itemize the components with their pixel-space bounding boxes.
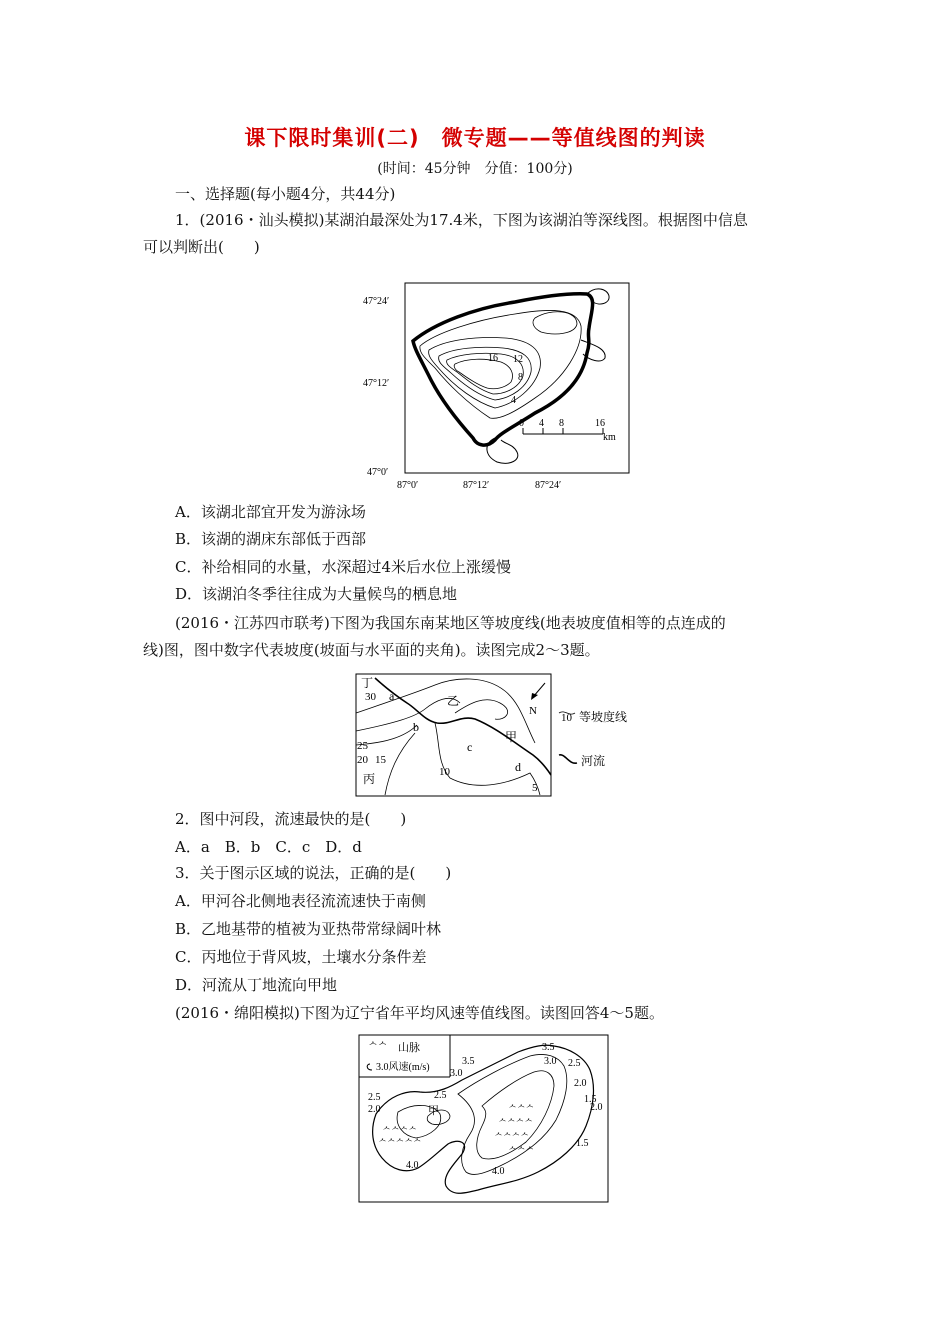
wind-value: 1.5 [576,1138,589,1149]
mountain-symbol: ᄉᄉᄉᄉ [498,1118,533,1128]
lat-label: 47°12′ [363,378,390,389]
wind-value: 4.0 [492,1166,505,1177]
slope-value: 20 [357,754,368,766]
wind-value: 1.5 [584,1094,597,1105]
q1-stem-line1: 1．(2016・汕头模拟)某湖泊最深处为17.4米，下图为该湖泊等深线图。根据图中信息 [175,211,748,229]
slope-contour-map [355,673,665,799]
wind-value: 2.0 [590,1102,603,1113]
place-label: 丁 [361,676,374,690]
q1-stem-line2: 可以判断出( ) [143,238,260,256]
q1-option: C．补给相同的水量，水深超过4米后水位上涨缓慢 [175,558,512,576]
map-frame [405,283,629,473]
contour-label: 12 [513,354,523,365]
mountain-symbol: ᄉᄉᄉ [508,1146,535,1156]
legend-river-label: 河流 [581,754,606,768]
q2-options: A．a B．b C．c D．d [175,838,362,856]
legend-river-swatch [559,755,577,763]
slope-value: 5 [532,782,538,794]
wind-value: 3.5 [462,1056,475,1067]
place-label: 甲 [505,730,518,744]
slope-value: 10 [439,766,450,778]
contour-label: 16 [488,353,498,364]
map-frame [356,674,551,796]
wind-value: 4.0 [406,1160,419,1171]
q1-option: A．该湖北部宜开发为游泳场 [175,503,366,521]
lon-label: 87°24′ [535,480,562,491]
scale-unit: km [603,432,616,443]
q3-option: A．甲河谷北侧地表径流流速快于南侧 [175,892,426,910]
mountain-symbol: ᄉᄉ [368,1042,388,1053]
lat-label: 47°0′ [367,467,389,478]
slope-contour [385,733,415,795]
slope-value: 25 [357,740,368,752]
mountain-symbol: ᄉᄉᄉ [508,1104,535,1114]
mountain-symbol: ᄉᄉᄉᄉ [382,1126,417,1136]
mountain-symbol: ᄉᄉᄉᄉ [494,1132,529,1142]
q2-3-intro-line2: 线)图，图中数字代表坡度(坡面与水平面的夹角)。读图完成2～3题。 [143,641,600,659]
legend-contour-label: 等坡度线 [579,710,628,724]
wind-value: 3.0 [544,1056,557,1067]
lake-depth-map [355,278,635,493]
contour-label: 4 [511,395,516,406]
wind-value: 2.5 [368,1092,381,1103]
segment-label: d [515,760,521,774]
wind-value: 2.5 [434,1090,447,1101]
section-heading: 一、选择题(每小题4分，共44分) [175,185,396,203]
slope-value: 30 [365,691,376,703]
q3-option: C．丙地位于背风坡，土壤水分条件差 [175,948,427,966]
scale-tick: 0 [519,418,524,429]
wind-value: 3.5 [542,1042,555,1053]
q3-option: D．河流从丁地流向甲地 [175,976,338,994]
wind-value: 2.5 [568,1058,581,1069]
segment-label: a [389,689,395,703]
place-label: 丙 [363,772,376,786]
q2-stem: 2．图中河段，流速最快的是( ) [175,810,407,828]
mountain-symbol: ᄉᄉᄉᄉᄉ [378,1138,422,1148]
contour-label: 8 [518,372,523,383]
legend-speed-swatch [367,1064,372,1070]
legend-mountain: 山脉 [398,1042,420,1054]
segment-label: b [413,720,419,734]
wind-value: 2.0 [368,1104,381,1115]
q3-stem: 3．关于图示区域的说法，正确的是( ) [175,864,452,882]
q1-option: D．该湖泊冬季往往成为大量候鸟的栖息地 [175,585,458,603]
slope-value: 15 [375,754,386,766]
page-title: 课下限时集训(二) 微专题——等值线图的判读 [244,126,706,150]
lon-label: 87°12′ [463,480,490,491]
place-label: 乙 [447,694,460,708]
q3-option: B．乙地基带的植被为亚热带常绿阔叶林 [175,920,442,938]
slope-contour [435,723,540,795]
depth-contour [454,359,512,389]
q4-5-intro: (2016・绵阳模拟)下图为辽宁省年平均风速等值线图。读图回答4～5题。 [175,1004,664,1022]
depth-contour [533,312,577,334]
page-subtitle: (时间：45分钟 分值：100分) [377,161,573,177]
river [375,678,551,775]
q2-3-intro-line1: (2016・江苏四市联考)下图为我国东南某地区等坡度线(地表坡度值相等的点连成的 [175,614,726,632]
scale-tick: 16 [595,418,605,429]
legend-speed: 3.0风速(m/s) [376,1062,430,1073]
lon-label: 87°0′ [397,480,419,491]
q1-option: B．该湖的湖床东部低于西部 [175,530,367,548]
segment-label: c [467,740,473,754]
scale-tick: 8 [559,418,564,429]
place-label: 甲 [428,1105,439,1117]
legend-value: 10 [561,712,572,724]
north-label: N [529,705,537,717]
wind-speed-map [358,1034,610,1204]
wind-contour [458,1054,567,1174]
wind-value: 3.0 [450,1068,463,1079]
wind-value: 2.0 [574,1078,587,1089]
lat-label: 47°24′ [363,296,390,307]
slope-contour [455,700,508,720]
scale-tick: 4 [539,418,544,429]
